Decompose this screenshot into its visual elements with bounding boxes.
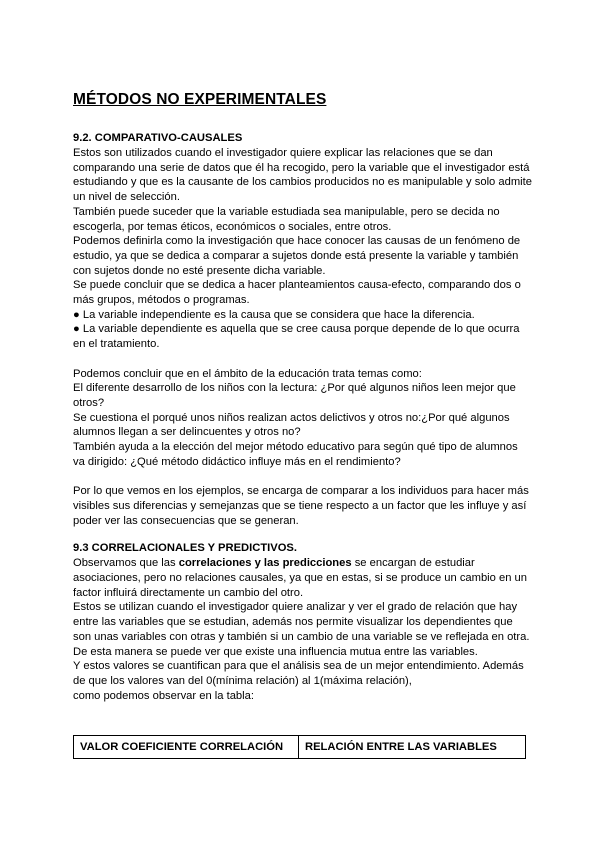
- table-header-cell: VALOR COEFICIENTE CORRELACIÓN: [74, 736, 299, 759]
- paragraph-line: [73, 556, 475, 570]
- paragraph-line: Se puede concluir que se dedica a hacer planteamientos causa-efecto, comparando dos o: [73, 279, 521, 292]
- correlation-table: [73, 735, 526, 759]
- paragraph-line: un nivel de selección.: [73, 191, 180, 204]
- paragraph-line: estudio, ya que se dedica a comparar a sujetos donde está presente la variable y también: [73, 249, 519, 262]
- paragraph-line: factor influirá directamente un cambio del otro.: [73, 586, 304, 599]
- table-header-cell: RELACIÓN ENTRE LAS VARIABLES: [299, 736, 526, 759]
- paragraph-line: alumnos llegan a ser delincuentes y otros no?: [73, 426, 301, 439]
- section-heading-9-2: 9.2. COMPARATIVO-CAUSALES: [73, 132, 243, 144]
- paragraph-line: como podemos observar en la tabla:: [73, 689, 254, 702]
- page-title: MÉTODOS NO EXPERIMENTALES: [73, 91, 327, 108]
- paragraph-line: con sujetos donde no esté presente dicha variable.: [73, 264, 326, 277]
- paragraph-line: También ayuda a la elección del mejor método educativo para según qué tipo de alumnos: [73, 441, 518, 453]
- paragraph-line: Se cuestiona el porqué unos niños realizan actos delictivos y otros no:¿Por qué algunos: [73, 411, 510, 424]
- paragraph-line: otros?: [73, 396, 105, 409]
- paragraph-line: comparando una serie de datos que él ha recogido, pero la variable que el investigador está: [73, 161, 530, 174]
- paragraph-line: ● La variable dependiente es aquella que se cree causa porque depende de lo que ocurra: [73, 323, 520, 336]
- paragraph-line: estudiando y que es la causante de los cambios producidos no es manipulable y solo admite: [73, 176, 532, 189]
- paragraph-line: Y estos valores se cuantifican para que el análisis sea de un mejor entendimiento. Además: [73, 660, 524, 673]
- paragraph-line: va dirigido: ¿Qué método didáctico influye más en el rendimiento?: [73, 455, 401, 468]
- paragraph-line: asociaciones, pero no relaciones causales, ya que en estas, si se produce un cambio en un: [73, 572, 527, 584]
- bold-text-run: correlaciones y las predicciones: [178, 557, 352, 569]
- paragraph-line: visibles sus diferencias y semejanzas que se tiene respecto a un factor que les influye y así: [73, 499, 527, 512]
- paragraph-line: ● La variable independiente es la causa que se considera que hace la diferencia.: [73, 308, 475, 321]
- paragraph-line: poder ver las consecuencias que se generan.: [73, 514, 299, 527]
- text-run: Observamos que las: [73, 557, 179, 569]
- paragraph-line: entre las variables que se estudian, además nos permite visualizar los dependientes que: [73, 616, 513, 629]
- paragraph-line: más grupos, métodos o programas.: [73, 294, 250, 306]
- paragraph-line: Podemos definirla como la investigación que hace conocer las causas de un fenómeno de: [73, 235, 521, 248]
- text-run: se encargan de estudiar: [351, 557, 475, 569]
- paragraph-line: Estos se utilizan cuando el investigador quiere analizar y ver el grado de relación que hay: [73, 601, 518, 614]
- paragraph-line: De esta manera se puede ver que existe una influencia mutua entre las variables.: [73, 645, 478, 658]
- paragraph-line: Podemos concluir que en el ámbito de la educación trata temas como:: [73, 367, 422, 380]
- paragraph-line: en el tratamiento.: [73, 338, 160, 351]
- paragraph-line: Estos son utilizados cuando el investigador quiere explicar las relaciones que se dan: [73, 147, 493, 159]
- paragraph-line: El diferente desarrollo de los niños con la lectura: ¿Por qué algunos niños leen mejor que: [73, 382, 516, 395]
- paragraph-line: Por lo que vemos en los ejemplos, se encarga de comparar a los individuos para hacer más: [73, 485, 529, 498]
- table-header-row: [74, 736, 526, 759]
- paragraph-line: son unas variables con otras y también si un cambio de una variable se ve reflejada en otra.: [73, 630, 530, 643]
- paragraph-line: escogerla, por temas éticos, económicos o sociales, entre otros.: [73, 220, 392, 233]
- paragraph-line: También puede suceder que la variable estudiada sea manipulable, pero se decida no: [73, 205, 500, 218]
- section-heading-9-3: 9.3 CORRELACIONALES Y PREDICTIVOS.: [73, 542, 298, 554]
- paragraph-line: de que los valores van del 0(mínima relación) al 1(máxima relación),: [73, 674, 412, 687]
